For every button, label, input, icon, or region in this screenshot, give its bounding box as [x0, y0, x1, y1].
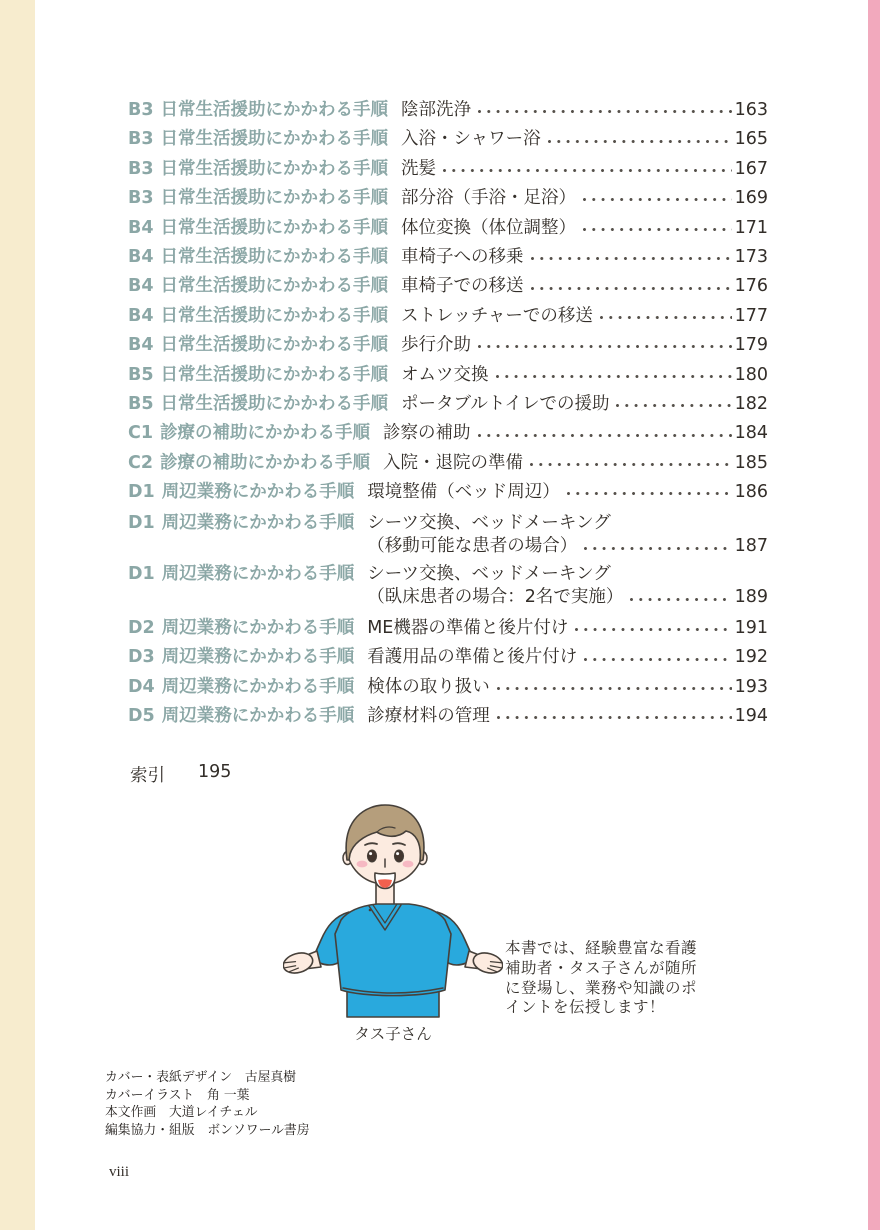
- toc-entry-category: 診療の補助にかかわる手順: [160, 423, 371, 444]
- caption-line: イントを伝授します！: [505, 998, 666, 1017]
- dotted-leader: [497, 687, 732, 690]
- toc-entry-line: [367, 702, 768, 731]
- toc-entry-line: [401, 272, 768, 301]
- toc-entry: [128, 331, 768, 360]
- toc-entry-line: [367, 643, 768, 672]
- toc-entry-code: B3: [128, 100, 154, 120]
- credits-block: [105, 1069, 310, 1139]
- toc-entry-line: [401, 184, 768, 213]
- toc-entry-title-block: [401, 390, 768, 419]
- toc-entry-page-number: 167: [734, 158, 768, 179]
- toc-entry-title-block: [401, 243, 768, 272]
- toc-entry-page-number: 180: [734, 364, 768, 385]
- dotted-leader: [443, 169, 732, 172]
- toc-entry-title: 診察の補助: [383, 423, 471, 444]
- toc-entry-page-number: 191: [734, 618, 768, 639]
- toc-entry-page-number: 193: [734, 676, 768, 697]
- toc-entry-code: B5: [128, 364, 154, 385]
- toc-entry-title-block: [367, 702, 768, 731]
- toc-entry-code: D4: [128, 676, 155, 697]
- toc-entry-code: D1: [128, 482, 155, 503]
- dotted-leader: [616, 404, 731, 407]
- toc-entry-line: [367, 673, 768, 702]
- toc-entry-category: 周辺業務にかかわる手順: [161, 647, 355, 668]
- credit-line: 本文作画 大道レイチェル: [105, 1105, 258, 1121]
- toc-entry: [128, 563, 768, 610]
- caption-line: に登場し、業務や知識のポ: [505, 978, 698, 997]
- credit-line: 編集協力・組版 ボンソワール書房: [105, 1122, 310, 1138]
- toc-entry-title: 入浴・シャワー浴: [401, 129, 541, 150]
- toc-list: [128, 96, 768, 732]
- dotted-leader: [567, 492, 732, 495]
- dotted-leader: [583, 228, 732, 231]
- toc-entry-line: [367, 535, 768, 559]
- toc-entry-code: D3: [128, 647, 155, 668]
- toc-entry-category: 日常生活援助にかかわる手順: [160, 158, 389, 179]
- toc-entry: [128, 390, 768, 419]
- toc-entry-title: ME機器の準備と後片付け: [367, 618, 569, 639]
- toc-entry-line: [367, 614, 768, 643]
- toc-entry-title: 診療材料の管理: [367, 706, 490, 727]
- toc-entry-code: B4: [128, 276, 154, 297]
- toc-entry-category: 周辺業務にかかわる手順: [161, 706, 355, 727]
- toc-entry-title-block: [367, 643, 768, 672]
- dotted-leader: [478, 345, 732, 348]
- toc-entry-line: [401, 243, 768, 272]
- toc-entry-line: [367, 478, 768, 507]
- right-pink-band: [868, 0, 880, 1230]
- toc-entry-page-number: 186: [734, 482, 768, 503]
- toc-entry-title: オムツ交換: [401, 364, 489, 385]
- toc-entry-title: 看護用品の準備と後片付け: [367, 647, 578, 668]
- dotted-leader: [478, 434, 732, 437]
- toc-entry-code: B4: [128, 305, 154, 326]
- toc-entry-title-block: [383, 449, 768, 478]
- toc-entry-category: 日常生活援助にかかわる手順: [160, 217, 389, 238]
- toc-entry-code: D5: [128, 706, 155, 727]
- toc-entry-title-block: [401, 361, 768, 390]
- toc-entry-title: シーツ交換、ベッドメーキング: [367, 563, 611, 584]
- toc-entry-code: D1: [128, 512, 155, 533]
- toc-entry-category: 日常生活援助にかかわる手順: [160, 129, 389, 150]
- toc-entry: [128, 478, 768, 507]
- toc-entry-category: 日常生活援助にかかわる手順: [160, 276, 389, 297]
- credit-line: カバーイラスト 角 一葉: [105, 1087, 250, 1103]
- dotted-leader: [584, 547, 731, 550]
- toc-entry: [128, 419, 768, 448]
- toc-entry-page-number: 171: [734, 217, 768, 238]
- dotted-leader: [575, 628, 731, 631]
- toc-entry-code: B3: [128, 129, 154, 150]
- toc-entry-line: [367, 563, 768, 587]
- toc-entry: [128, 125, 768, 154]
- toc-entry-page-number: 177: [734, 305, 768, 326]
- dotted-leader: [531, 257, 732, 260]
- toc-entry-title: 検体の取り扱い: [367, 676, 490, 697]
- toc-entry: [128, 155, 768, 184]
- toc-entry-code: B3: [128, 158, 154, 179]
- toc-entry-title-block: [367, 673, 768, 702]
- toc-entry-page-number: 173: [734, 247, 768, 268]
- toc-entry-line: [367, 586, 768, 610]
- toc-entry-page-number: 184: [734, 423, 768, 444]
- toc-entry-category: 日常生活援助にかかわる手順: [160, 394, 389, 415]
- toc-entry-page-number: 182: [734, 394, 768, 415]
- toc-entry-title-block: [401, 184, 768, 213]
- toc-entry-code: B4: [128, 217, 154, 238]
- toc-entry: [128, 272, 768, 301]
- toc-entry-code: B5: [128, 394, 154, 415]
- toc-entry-line: [367, 512, 768, 536]
- dotted-leader: [530, 463, 732, 466]
- toc-entry-line: [401, 390, 768, 419]
- toc-entry: [128, 702, 768, 731]
- toc-entry-category: 周辺業務にかかわる手順: [161, 563, 355, 584]
- toc-entry-title: 車椅子での移送: [401, 276, 524, 297]
- toc-entry-line: [383, 419, 768, 448]
- toc-entry-line: [401, 302, 768, 331]
- toc-entry-subtitle: （移動可能な患者の場合）: [367, 536, 578, 557]
- caption-line: 本書では、経験豊富な看護: [505, 939, 698, 957]
- toc-entry-title: 陰部洗浄: [401, 100, 472, 120]
- index-page-number: 195: [198, 762, 232, 782]
- dotted-leader: [600, 316, 732, 319]
- toc-entry: [128, 214, 768, 243]
- toc-entry-title-block: [401, 214, 768, 243]
- toc-entry-line: [401, 96, 768, 125]
- caption-line: 補助者・タス子さんが随所: [505, 958, 698, 977]
- index-label: 索引: [130, 766, 165, 786]
- toc-entry-code: D2: [128, 618, 155, 639]
- toc-entry: [128, 643, 768, 672]
- toc-entry-line: [401, 331, 768, 360]
- dotted-leader: [497, 716, 732, 719]
- toc-entry-category: 周辺業務にかかわる手順: [161, 618, 355, 639]
- toc-entry-category: 日常生活援助にかかわる手順: [160, 305, 389, 326]
- toc-entry-code: B4: [128, 335, 154, 356]
- toc-entry-title: ポータブルトイレでの援助: [401, 394, 610, 415]
- toc-entry-line: [401, 125, 768, 154]
- toc-entry: [128, 449, 768, 478]
- toc-entry-title: 部分浴（手浴・足浴）: [401, 188, 577, 209]
- mascot-name-label: タス子さん: [354, 1025, 432, 1043]
- toc-entry: [128, 184, 768, 213]
- toc-entry-page-number: 187: [734, 536, 768, 557]
- toc-entry-title: 体位変換（体位調整）: [401, 217, 577, 238]
- dotted-leader: [630, 598, 731, 601]
- toc-entry-category: 日常生活援助にかかわる手順: [160, 364, 389, 385]
- toc-entry-title-block: [401, 125, 768, 154]
- dotted-leader: [548, 140, 732, 143]
- toc-entry-category: 日常生活援助にかかわる手順: [160, 335, 389, 356]
- toc-entry-page-number: 192: [734, 647, 768, 668]
- toc-entry-title-block: [367, 478, 768, 507]
- toc-entry-title-block: [383, 419, 768, 448]
- toc-entry-title-block: [401, 272, 768, 301]
- toc-entry: [128, 96, 768, 125]
- toc-entry-category: 周辺業務にかかわる手順: [161, 512, 355, 533]
- toc-entry-category: 周辺業務にかかわる手順: [161, 676, 355, 697]
- index-row: [130, 762, 231, 787]
- toc-entry: [128, 673, 768, 702]
- page-number: viii: [109, 1164, 130, 1180]
- toc-entry-page-number: 189: [734, 587, 768, 608]
- toc-entry: [128, 361, 768, 390]
- toc-entry-title: シーツ交換、ベッドメーキング: [367, 512, 611, 533]
- toc-entry-title: 環境整備（ベッド周辺）: [367, 482, 560, 503]
- dotted-leader: [583, 198, 732, 201]
- toc-entry-category: 日常生活援助にかかわる手順: [160, 100, 389, 120]
- toc-entry-code: D1: [128, 563, 155, 584]
- toc-entry-page-number: 179: [734, 335, 768, 356]
- toc-entry-title: 洗髪: [401, 158, 437, 179]
- toc-entry: [128, 512, 768, 559]
- toc-entry-page-number: 194: [734, 706, 768, 727]
- toc-entry-subtitle: （臥床患者の場合：2名で実施）: [367, 587, 624, 608]
- dotted-leader: [531, 287, 732, 290]
- toc-entry: [128, 614, 768, 643]
- toc-entry-title-block: [401, 96, 768, 125]
- credit-line: カバー・表紙デザイン 古屋真樹: [105, 1070, 297, 1085]
- toc-entry-code: B3: [128, 188, 154, 209]
- toc-entry-page-number: 185: [734, 452, 768, 473]
- toc-entry-line: [401, 155, 768, 184]
- toc-entry-code: C2: [128, 452, 154, 473]
- toc-entry-title-block: [367, 563, 768, 610]
- toc-entry-line: [401, 361, 768, 390]
- toc-entry-category: 周辺業務にかかわる手順: [161, 482, 355, 503]
- toc-entry-title-block: [401, 302, 768, 331]
- left-cream-band: [0, 0, 35, 1230]
- toc-entry-page-number: 169: [734, 188, 768, 209]
- toc-entry-line: [383, 449, 768, 478]
- dotted-leader: [496, 375, 732, 378]
- toc-entry-title-block: [401, 331, 768, 360]
- toc-entry-page-number: 176: [734, 276, 768, 297]
- toc-entry-line: [401, 214, 768, 243]
- toc-entry-page-number: 163: [734, 100, 768, 120]
- toc-entry-category: 診療の補助にかかわる手順: [160, 452, 371, 473]
- mascot-illustration: [283, 800, 503, 1018]
- toc-entry-title: 入院・退院の準備: [383, 452, 524, 473]
- mascot-caption: [505, 939, 697, 1018]
- toc-entry-title-block: [367, 614, 768, 643]
- toc-entry-category: 日常生活援助にかかわる手順: [160, 247, 389, 268]
- toc-entry-title-block: [367, 512, 768, 559]
- toc-entry-title: 歩行介助: [401, 335, 472, 356]
- mascot-figure: [283, 800, 503, 1044]
- toc-entry: [128, 302, 768, 331]
- toc-entry-code: B4: [128, 247, 154, 268]
- toc-entry-category: 日常生活援助にかかわる手順: [160, 188, 389, 209]
- toc-entry-page-number: 165: [734, 129, 768, 150]
- toc-entry-code: C1: [128, 423, 154, 444]
- toc-entry-title: 車椅子への移乗: [401, 247, 524, 268]
- toc-entry-title: ストレッチャーでの移送: [401, 305, 593, 326]
- toc-entry: [128, 243, 768, 272]
- dotted-leader: [478, 110, 732, 113]
- dotted-leader: [584, 658, 731, 661]
- toc-entry-title-block: [401, 155, 768, 184]
